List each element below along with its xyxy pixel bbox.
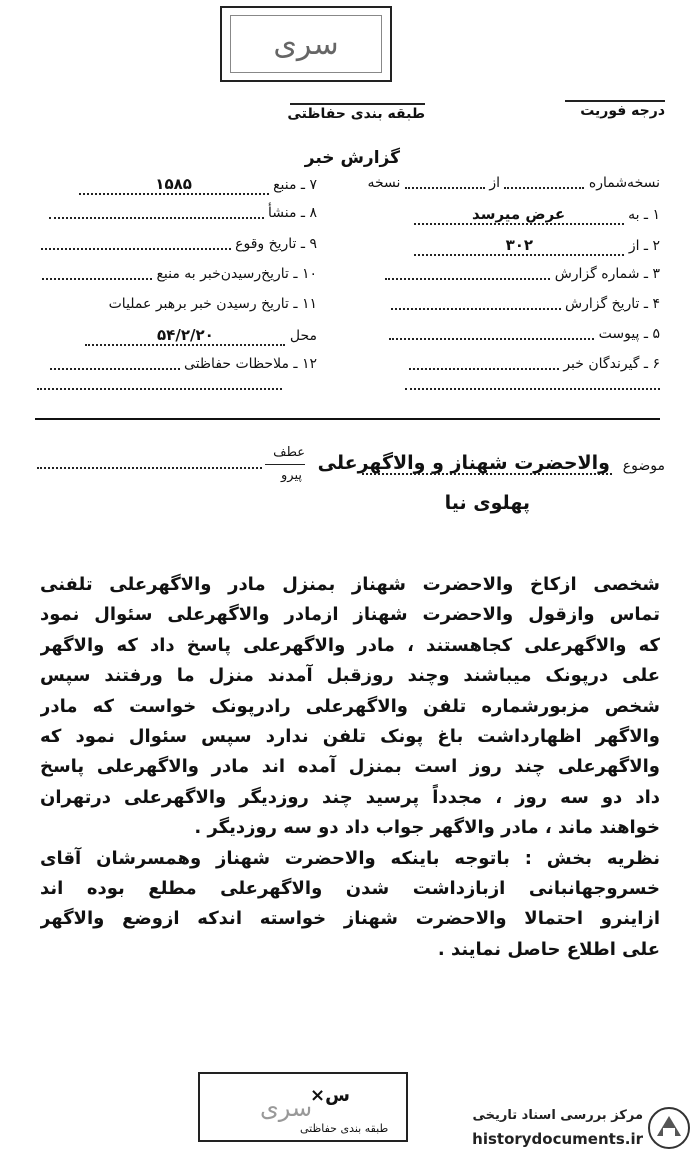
body-line: علی اطلاع حاصل نمایند . (437, 938, 660, 960)
urgency-line (565, 100, 665, 102)
field-source (79, 175, 317, 195)
body-line: داد دو سه روز ، مجدداً پرسید چند روزدیگر والاگهرعلی درتهران (40, 786, 660, 808)
field-to (414, 205, 660, 225)
field-attachment-dots (389, 328, 594, 340)
field-origin-label: ۸ ـ منشأ (267, 205, 317, 221)
copy-label: نسخه (367, 175, 401, 191)
field-place-value: ۵۴/۲/۲۰ (85, 326, 285, 346)
piro-label: پیرو (281, 468, 302, 483)
field-report-number (385, 266, 660, 282)
field-to-value: عرض میرسد (414, 205, 624, 225)
urgency-label: درجه فوریت (580, 103, 665, 119)
copy-number-label: نسخه‌شماره (588, 175, 660, 191)
field-news-to-source-dots (42, 268, 152, 280)
copy-number-dots (504, 177, 584, 189)
body-line: ازاینرو احتمالا والاحضرت شهناز خواسته اندکه ازوضع والاگهر (40, 908, 660, 930)
copy-number-of: از (489, 175, 500, 191)
recipients-extra-dots (405, 388, 660, 390)
subject-line-1: والاحضرت شهناز و والاگهرعلی (317, 452, 610, 474)
atf-divider (265, 464, 305, 465)
field-recipients-dots (409, 358, 559, 370)
copy-count-dots (405, 177, 485, 189)
field-report-number-dots (385, 268, 550, 280)
classification-stamp-bottom (198, 1072, 408, 1142)
security-notes-extra-dots (37, 388, 282, 390)
field-report-date-dots (391, 298, 561, 310)
field-source-value: ۱۵۸۵ (79, 175, 269, 195)
copy-number-field (367, 175, 660, 191)
field-security-notes (50, 356, 317, 372)
body-line: شخصی ازکاخ والاحضرت شهناز بمنزل مادر والاگهرعلی تلفنی (40, 574, 660, 595)
handwritten-mark: ×س (310, 1085, 350, 1106)
bottom-classification-label: طبقه بندی حفاظتی (300, 1122, 389, 1135)
field-place-label: محل (289, 328, 317, 344)
field-security-notes-dots (50, 358, 180, 370)
field-from-label: ۲ ـ از (628, 238, 660, 254)
atf-dots (37, 467, 262, 469)
report-title: گزارش خبر (304, 148, 400, 168)
field-news-to-leader-label: ۱۱ ـ تاریخ رسیدن خبر برهبر عملیات (108, 296, 317, 312)
body-line: علی درپونک میباشند وچند روزقبل آمدند منزل ما ورفتند سپس (40, 665, 660, 687)
classification-label: طبقه بندی حفاظتی (287, 106, 425, 122)
field-occurrence-date-dots (41, 238, 231, 250)
field-attachment-label: ۵ ـ پیوست (598, 326, 660, 342)
field-report-date (391, 296, 660, 312)
watermark-url: historydocuments.ir (472, 1130, 643, 1148)
field-report-number-label: ۳ ـ شماره گزارش (554, 266, 660, 282)
atf-label: عطف (273, 445, 305, 460)
field-report-date-label: ۴ ـ تاریخ گزارش (565, 296, 660, 312)
field-news-to-source-label: ۱۰ ـ تاریخ‌رسیدن‌خبر به منبع (156, 266, 317, 282)
watermark (405, 1100, 695, 1160)
classification-line (290, 103, 425, 105)
report-body (40, 570, 660, 965)
field-occurrence-date (41, 236, 317, 252)
subject-line-2: پهلوی نیا (444, 492, 530, 514)
field-news-to-leader-date (109, 296, 317, 312)
archive-logo-icon (647, 1106, 691, 1150)
field-security-notes-label: ۱۲ ـ ملاحظات حفاظتی (184, 356, 317, 372)
body-line: خسروجهانبانی ازبازداشت شدن والاگهرعلی مطلع بوده اند (40, 877, 660, 899)
body-line: خواهند ماند ، مادر والاگهر جواب داد دو سه روزدیگر . (194, 817, 660, 839)
watermark-text: مرکز بررسی اسناد تاریخی (472, 1108, 643, 1123)
body-line: شخص مزبورشماره تلفن والاگهرعلی رادرپونک خواست که مادر (40, 695, 660, 717)
field-from (414, 236, 660, 256)
field-attachment (389, 326, 660, 342)
body-line: والاگهرعلی چند روز است بمنزل آمده اند مادر والاگهرعلی پاسخ (40, 756, 660, 778)
body-line: والاگهر اظهارداشت باغ پونک تلفن ندارد سپس سئوال نمود که (40, 725, 660, 747)
bottom-stamp-text: سری (260, 1094, 313, 1122)
field-source-label: ۷ ـ منبع (273, 177, 317, 193)
subject-label: موضوع (622, 458, 665, 474)
body-line: که والاگهرعلی کجاهستند ، مادر والاگهرعلی پاسخ داد که والاگهر (40, 634, 660, 656)
classification-stamp-top (220, 6, 392, 82)
field-occurrence-date-label: ۹ ـ تاریخ وقوع (235, 236, 317, 252)
field-place (85, 326, 317, 346)
field-news-to-source-date (42, 266, 317, 282)
field-to-label: ۱ ـ به (628, 207, 660, 223)
divider-line (35, 418, 660, 420)
field-origin (49, 205, 317, 221)
field-origin-dots (49, 207, 264, 219)
body-line: تماس وازقول والاحضرت شهناز ازمادر والاگهرعلی سئوال نمود (40, 604, 660, 626)
stamp-text: سری (273, 26, 339, 62)
field-recipients-label: ۶ ـ گیرندگان خبر (563, 356, 660, 372)
subject-dots-1 (362, 473, 612, 475)
field-from-value: ۳۰۲ (414, 236, 624, 256)
body-line: نظریه بخش : باتوجه باینکه والاحضرت شهناز وهمسرشان آقای (40, 847, 660, 869)
field-recipients (409, 356, 660, 372)
